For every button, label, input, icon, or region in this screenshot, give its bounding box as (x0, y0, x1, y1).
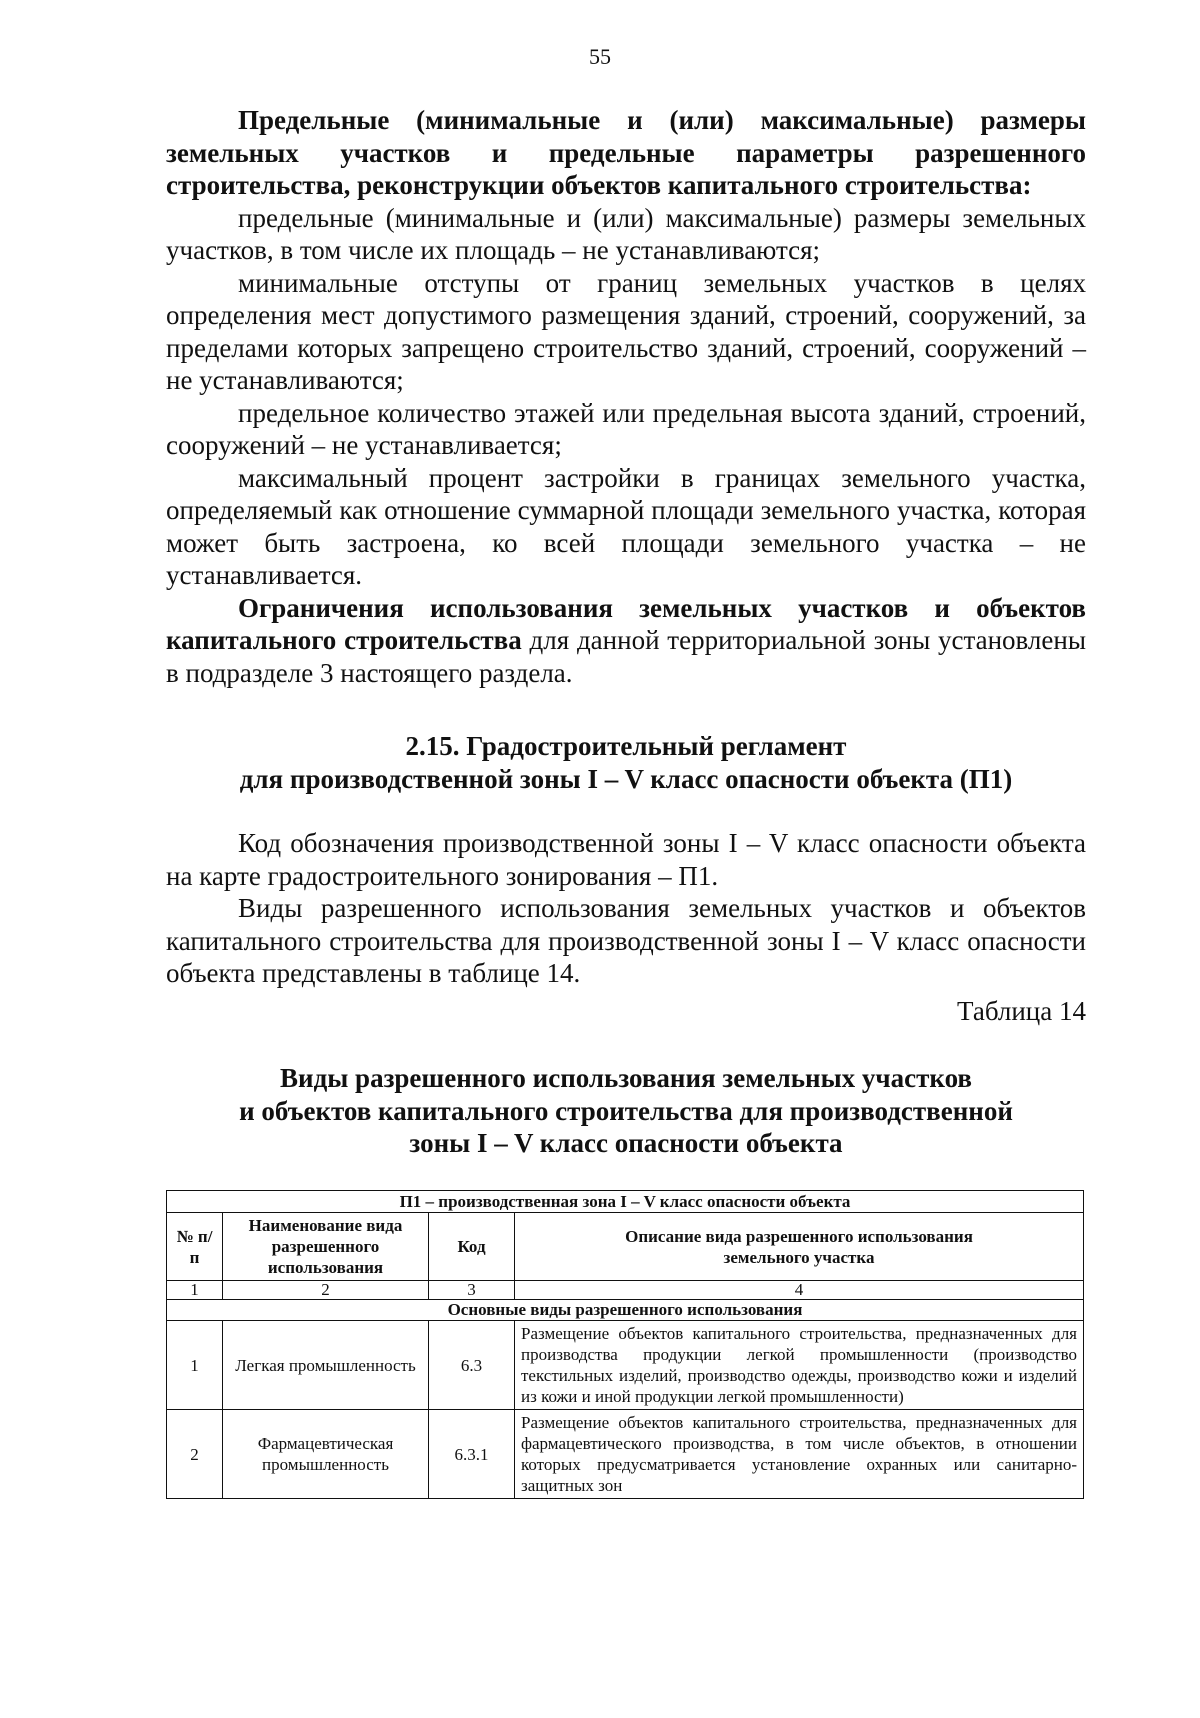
table-caption-row (167, 1191, 1084, 1213)
table-reference: Таблица 14 (957, 996, 1086, 1026)
column-index: 1 (167, 1281, 223, 1300)
intro-paragraph-1: предельные (минимальные и (или) максимальные) размеры земельных участков, в том числе их площадь – не устанавливаются; (166, 202, 1086, 265)
table-title-line-1: Виды разрешенного использования земельных участков (280, 1063, 972, 1093)
table-title-line-3: зоны I – V класс опасности объекта (409, 1128, 843, 1158)
header-desc: Описание вида разрешенного использования земельного участка (515, 1213, 1084, 1281)
table-title-line-2: и объектов капитального строительства для производственной (239, 1095, 1013, 1126)
section-title-line-1: 2.15. Градостроительный регламент (405, 731, 847, 761)
row-desc: Размещение объектов капитального строительства, предназначенных для производства продукции легкой промышленности (производство текстильных изделий, производство одежды, производство кожи и изделий из кожи и иной продукции легкой промышленности) (515, 1321, 1084, 1410)
intro-heading-line-2: земельных участков и предельные параметры разрешенного (166, 137, 1086, 168)
header-code: Код (429, 1213, 515, 1281)
uses-paragraph: Виды разрешенного использования земельных участков и объектов капитального строительства для производственной зоны I – V класс опасности объекта представлены в таблице 14. (166, 893, 1086, 988)
section-title (166, 730, 1086, 795)
intro-paragraph-4: максимальный процент застройки в границах земельного участка, определяемый как отношение суммарной площади земельного участка, которая может быть застроена, ко всей площади земельного участка – не устанавливается. (166, 462, 1086, 590)
row-num: 1 (167, 1321, 223, 1410)
row-desc: Размещение объектов капитального строительства, предназначенных для фармацевтического производства, в том числе объектов, в отношении которых предусматривается установление охранных или санитарно-защитных зон (515, 1410, 1084, 1499)
permitted-uses-table (166, 1190, 1084, 1499)
zone-code-paragraph: Код обозначения производственной зоны I – V класс опасности объекта на карте градостроительного зонирования – П1. (166, 828, 1086, 891)
table-row (167, 1321, 1084, 1410)
row-name: Легкая промышленность (223, 1321, 429, 1410)
table-title (166, 1062, 1086, 1160)
restrictions-paragraph (166, 592, 1086, 690)
intro-section (166, 104, 1086, 689)
restrictions-rest: для данной территориальной зоны установлены в подразделе 3 настоящего раздела. (166, 625, 1086, 688)
column-index: 4 (515, 1281, 1084, 1300)
row-name: Фармацевтическая промышленность (223, 1410, 429, 1499)
table-row (167, 1410, 1084, 1499)
section-title-line-2: для производственной зоны I – V класс опасности объекта (П1) (239, 763, 1013, 794)
row-code: 6.3.1 (429, 1410, 515, 1499)
column-index: 2 (223, 1281, 429, 1300)
column-index-row (167, 1281, 1084, 1300)
header-num: № п/п (167, 1213, 223, 1281)
column-index: 3 (429, 1281, 515, 1300)
row-code: 6.3 (429, 1321, 515, 1410)
category-label: Основные виды разрешенного использования (167, 1300, 1084, 1321)
row-num: 2 (167, 1410, 223, 1499)
intro-paragraph-2: минимальные отступы от границ земельных участков в целях определения мест допустимого размещения зданий, строений, сооружений, за пределами которых запрещено строительство зданий, строений, сооружений – не устанавливаются; (166, 267, 1086, 395)
table-caption: П1 – производственная зона I – V класс опасности объекта (167, 1191, 1084, 1213)
intro-heading-line-3: строительства, реконструкции объектов капитального строительства: (166, 170, 1032, 200)
intro-paragraph-3: предельное количество этажей или предельная высота зданий, строений, сооружений – не устанавливается; (166, 397, 1086, 460)
intro-heading-line-1: Предельные (минимальные и (или) максимальные) размеры (238, 105, 1086, 135)
section-body (166, 827, 1086, 990)
table-header-row (167, 1213, 1084, 1281)
page-number: 55 (589, 44, 611, 69)
category-row (167, 1300, 1084, 1321)
header-name: Наименование вида разрешенного использования (223, 1213, 429, 1281)
restrictions-bold: Ограничения использования земельных участков и объектов капитального строительства (166, 592, 1086, 655)
